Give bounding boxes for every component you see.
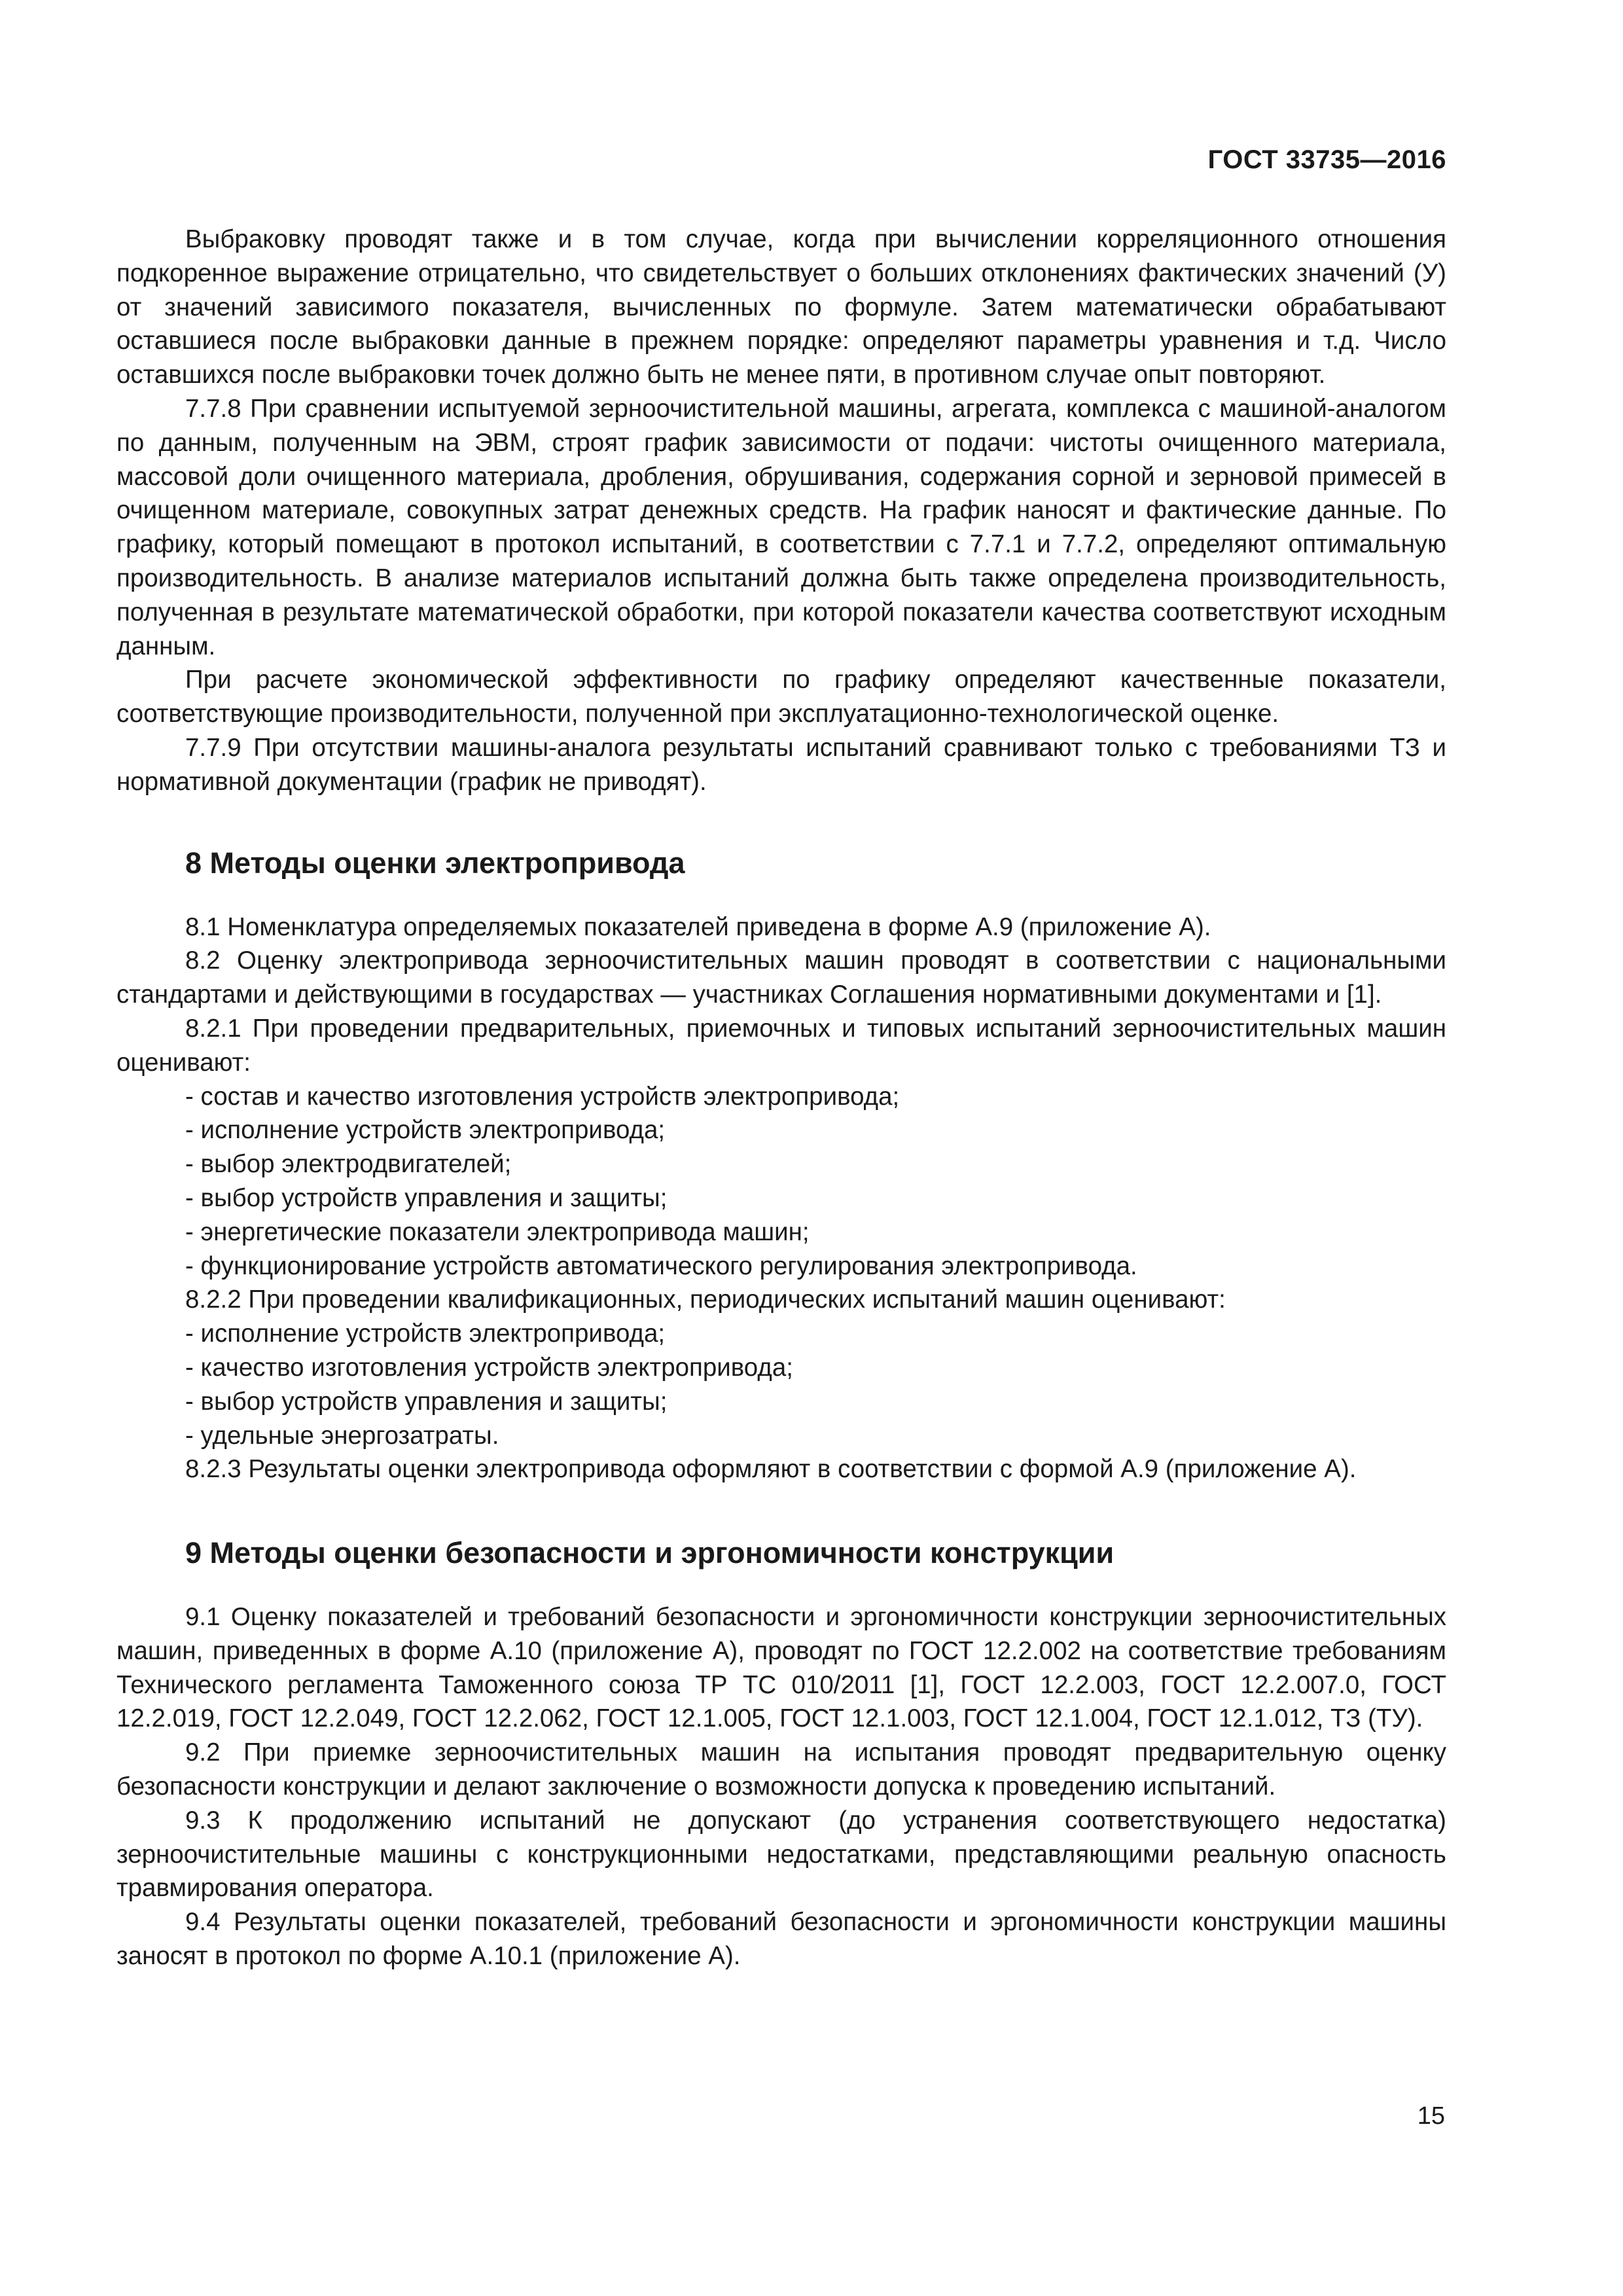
paragraph-9-1: 9.1 Оценку показателей и требований безопасности и эргономичности конструкции зерноочистительных машин, приведенных в форме А.10 (приложение А), проводят по ГОСТ 12.2.002 на соответствие требованиям Технического регламента Таможенного союза ТР ТС 010/2011 [1], ГОСТ 12.2.003, ГОСТ 12.2.007.0, ГОСТ 12.2.019, ГОСТ 12.2.049, ГОСТ 12.2.062, ГОСТ 12.1.005, ГОСТ 12.1.003, ГОСТ 12.1.004, ГОСТ 12.1.012, ТЗ (ТУ). — [116, 1603, 1446, 1733]
section-8-heading: 8 Методы оценки электропривода — [185, 846, 685, 880]
standard-designation: ГОСТ 33735—2016 — [1207, 145, 1446, 174]
list-item: - исполнение устройств электропривода; — [185, 1319, 666, 1348]
list-item: - удельные энергозатраты. — [185, 1421, 499, 1450]
paragraph-8-2-3: 8.2.3 Результаты оценки электропривода оформляют в соответствии с формой А.9 (приложение А). — [185, 1455, 1357, 1484]
paragraph-8-1: 8.1 Номенклатура определяемых показателей приведена в форме А.9 (приложение А). — [185, 912, 1211, 941]
page-number: 15 — [1417, 2102, 1445, 2130]
paragraph-8-2-2: 8.2.2 При проведении квалификационных, периодических испытаний машин оценивают: — [185, 1285, 1226, 1314]
document-body — [116, 223, 1446, 1973]
list-item: - состав и качество изготовления устройств электропривода; — [185, 1082, 900, 1111]
paragraph-7-7-8: 7.7.8 При сравнении испытуемой зерноочистительной машины, агрегата, комплекса с машиной-аналогом по данным, полученным на ЭВМ, строят график зависимости от подачи: чистоты очищенного материала, массовой доли очищенного материала, дробления, обрушивания, содержания сорной и зерновой примесей в очищенном материале, совокупных затрат денежных средств. На график наносят и фактические данные. По графику, который помещают в протокол испытаний, в соответствии с 7.7.1 и 7.7.2, определяют оптимальную производительность. В анализе материалов испытаний должна быть также определена производительность, полученная в результате математической обработки, при которой показатели качества соответствуют исходным данным. — [116, 394, 1446, 660]
paragraph-8-2: 8.2 Оценку электропривода зерноочистительных машин проводят в соответствии с национальными стандартами и действующими в государствах — участниках Соглашения нормативными документами и [1]. — [116, 946, 1446, 1009]
list-item: - энергетические показатели электропривода машин; — [185, 1217, 810, 1246]
paragraph-economic-efficiency: При расчете экономической эффективности по графику определяют качественные показатели, соответствующие производительности, полученной при эксплуатационно-технологической оценке. — [116, 666, 1446, 728]
paragraph-9-3: 9.3 К продолжению испытаний не допускают (до устранения соответствующего недостатка) зерноочистительные машины с конструкционными недостатками, представляющими реальную опасность травмирования оператора. — [116, 1806, 1446, 1903]
list-item: - выбор устройств управления и защиты; — [185, 1183, 668, 1212]
list-item: - выбор электродвигателей; — [185, 1150, 512, 1179]
paragraph-9-4: 9.4 Результаты оценки показателей, требований безопасности и эргономичности конструкции машины заносят в протокол по форме А.10.1 (приложение А). — [116, 1908, 1446, 1971]
list-item: - функционирование устройств автоматического регулирования электропривода. — [185, 1251, 1137, 1280]
list-item: - выбор устройств управления и защиты; — [185, 1387, 668, 1416]
paragraph-9-2: 9.2 При приемке зерноочистительных машин на испытания проводят предварительную оценку безопасности конструкции и делают заключение о возможности допуска к проведению испытаний. — [116, 1738, 1446, 1801]
paragraph-8-2-1: 8.2.1 При проведении предварительных, приемочных и типовых испытаний зерноочистительных машин оценивают: — [116, 1014, 1446, 1077]
list-item: - качество изготовления устройств электропривода; — [185, 1353, 793, 1382]
section-9-heading: 9 Методы оценки безопасности и эргономичности конструкции — [185, 1536, 1115, 1570]
list-item: - исполнение устройств электропривода; — [185, 1116, 666, 1145]
paragraph-rejection-note: Выбраковку проводят также и в том случае, когда при вычислении корреляционного отношения подкоренное выражение отрицательно, что свидетельствует о больших отклонениях фактических значений (У) от значений зависимого показателя, вычисленных по формуле. Затем математически обрабатывают оставшиеся после выбраковки данные в прежнем порядке: определяют параметры уравнения и т.д. Число оставшихся после выбраковки точек должно быть не менее пяти, в противном случае опыт повторяют. — [116, 225, 1446, 389]
paragraph-7-7-9: 7.7.9 При отсутствии машины-аналога результаты испытаний сравнивают только с требованиями ТЗ и нормативной документации (график не приводят). — [116, 733, 1446, 796]
